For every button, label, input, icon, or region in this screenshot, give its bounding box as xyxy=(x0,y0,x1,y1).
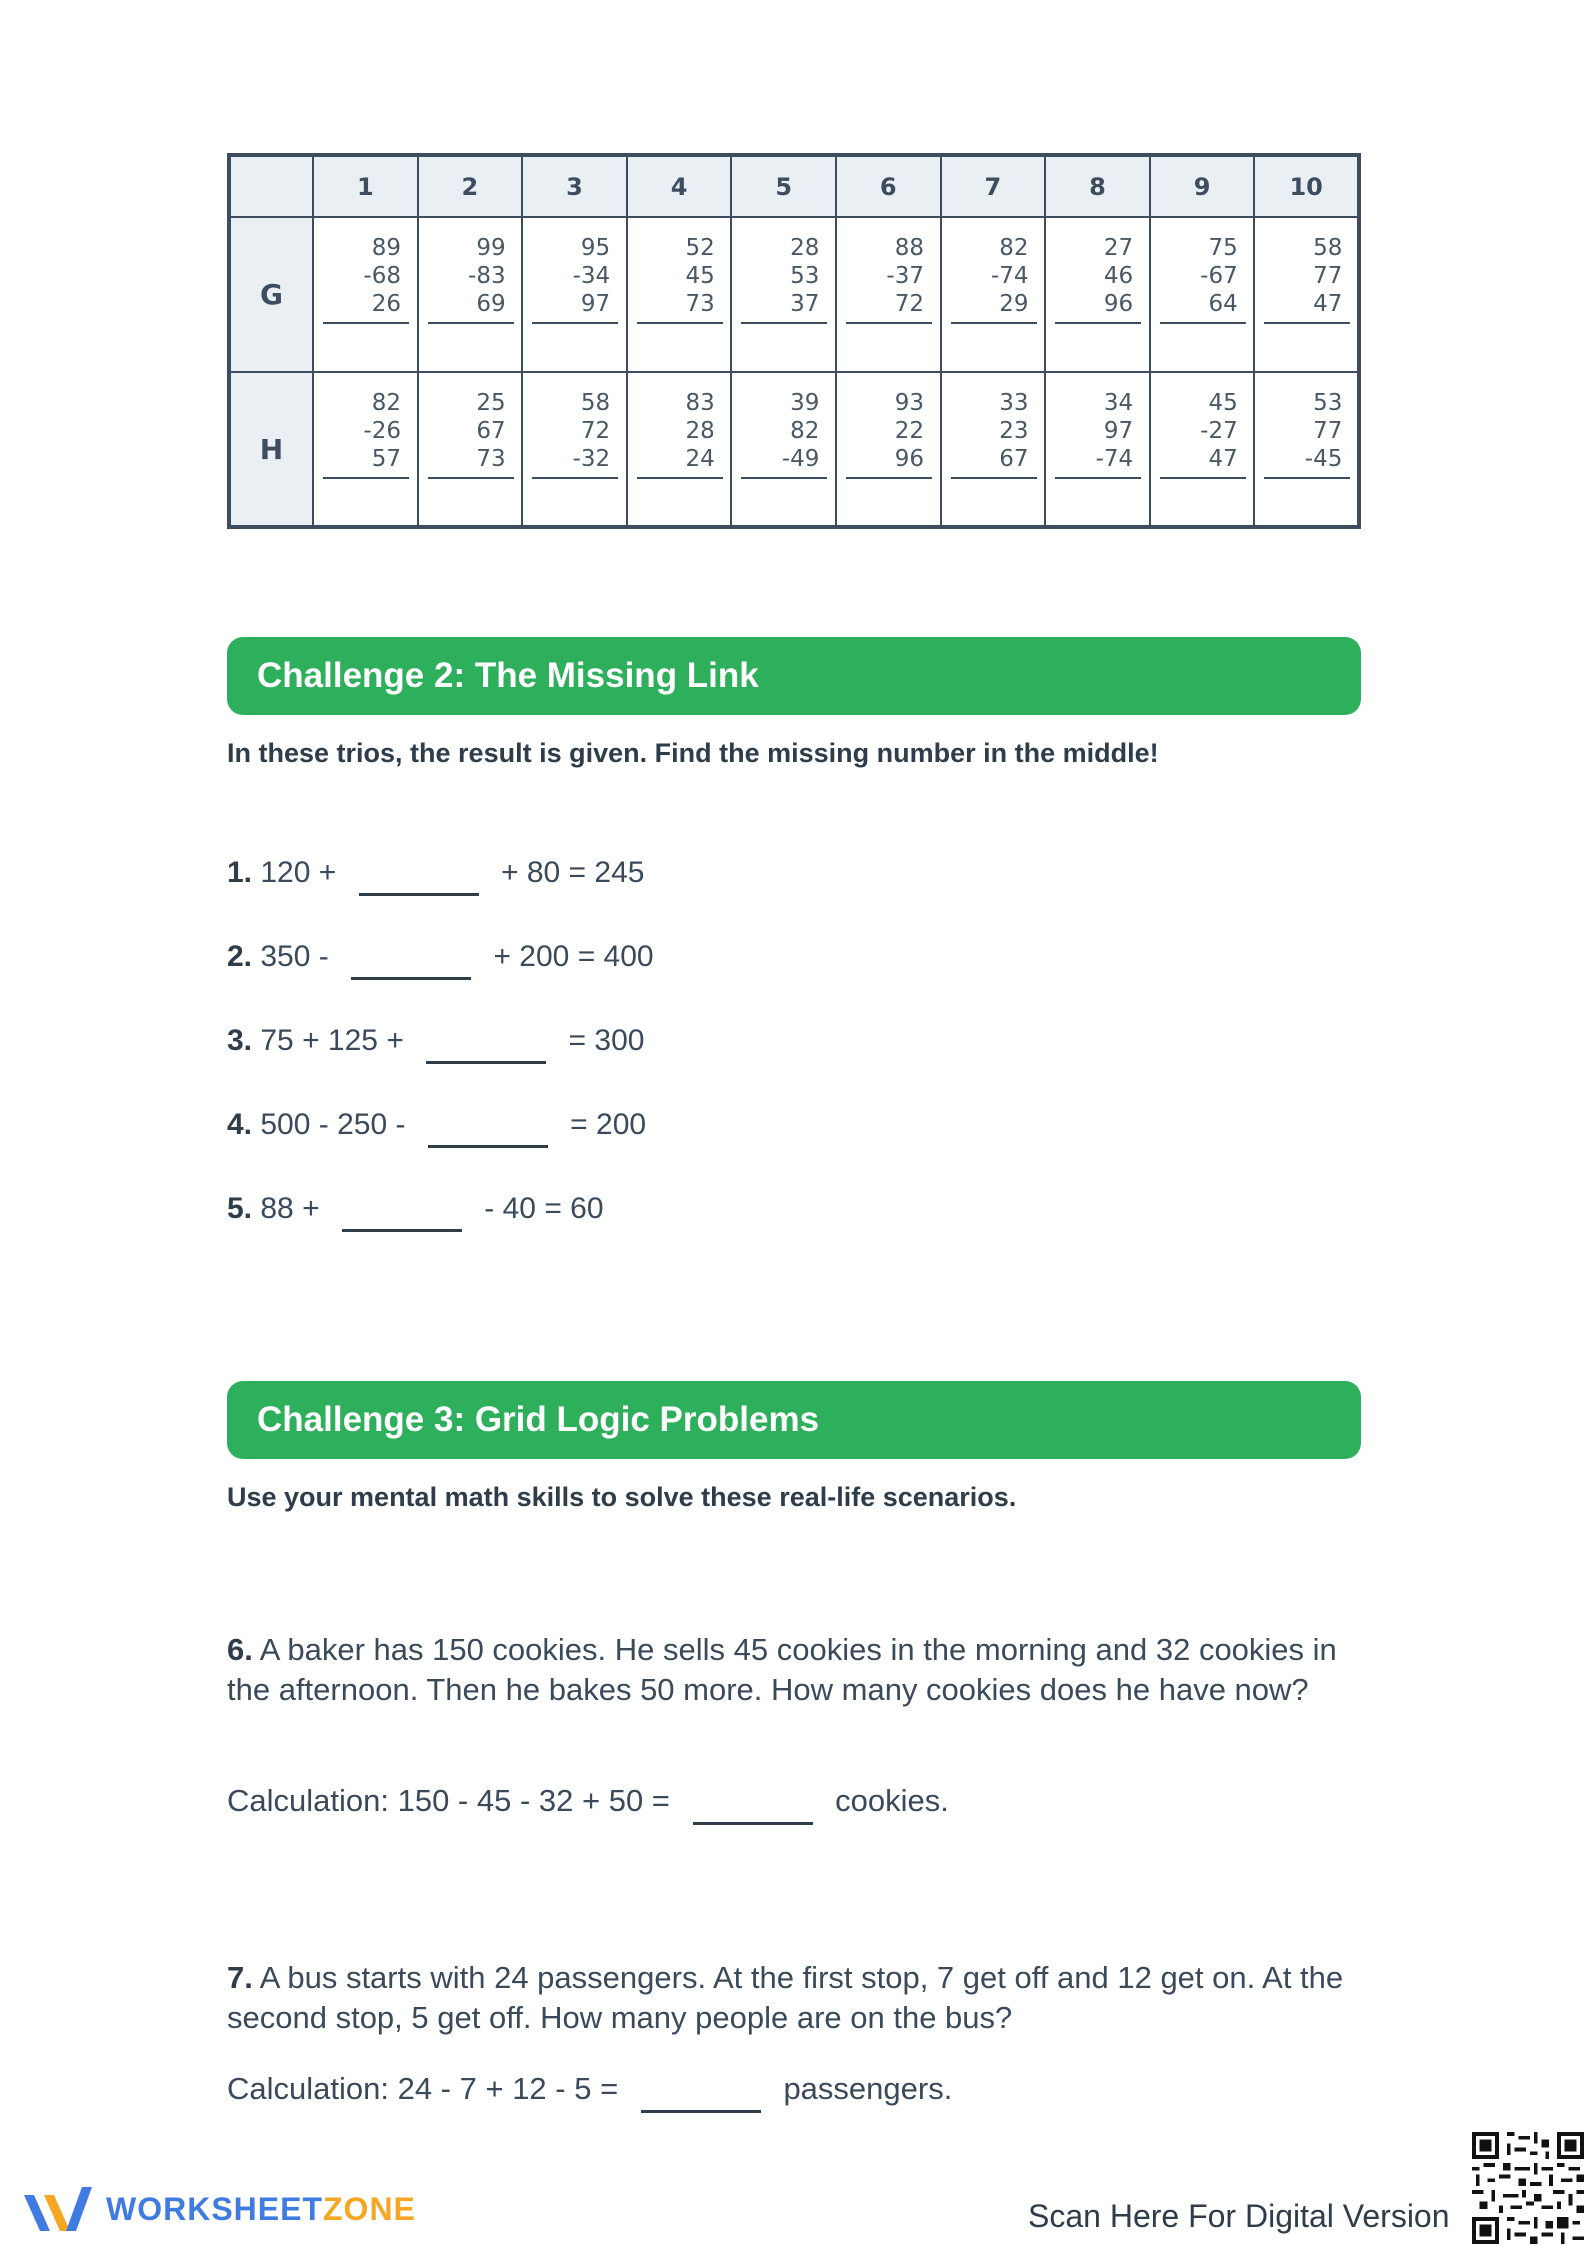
table-cell xyxy=(418,217,523,372)
answer-line[interactable] xyxy=(846,477,932,479)
challenge-2-header: Challenge 2: The Missing Link xyxy=(227,637,1361,715)
table-cell xyxy=(1045,217,1150,372)
answer-line[interactable] xyxy=(1160,477,1246,479)
problem-number: 1. xyxy=(227,856,253,889)
column-header: 9 xyxy=(1150,155,1255,217)
answer-line[interactable] xyxy=(1160,322,1246,324)
answer-line[interactable] xyxy=(741,477,827,479)
cell-number: -83 xyxy=(468,263,506,289)
table-cell xyxy=(1254,372,1359,527)
cell-numbers xyxy=(951,389,1037,473)
answer-blank[interactable] xyxy=(351,950,471,980)
cell-number: 67 xyxy=(476,418,506,444)
answer-blank[interactable] xyxy=(428,1118,548,1148)
problem-before: 88 + xyxy=(260,1192,320,1225)
table-cell xyxy=(1254,217,1359,372)
problem-before: 75 + 125 + xyxy=(260,1024,404,1057)
row-label: G xyxy=(229,217,313,372)
cell-numbers xyxy=(846,234,932,318)
problem-number: 5. xyxy=(227,1192,253,1225)
answer-line[interactable] xyxy=(1264,322,1350,324)
cell-numbers xyxy=(1055,234,1141,318)
table-row xyxy=(229,372,1359,527)
answer-line[interactable] xyxy=(1264,477,1350,479)
table-header-row xyxy=(229,155,1359,217)
column-header: 1 xyxy=(313,155,418,217)
cell-number: 72 xyxy=(894,291,924,317)
table-cell xyxy=(941,372,1046,527)
challenge-3-header: Challenge 3: Grid Logic Problems xyxy=(227,1381,1361,1459)
column-header: 3 xyxy=(522,155,627,217)
cell-numbers xyxy=(532,389,618,473)
cell-number: -27 xyxy=(1200,418,1238,444)
column-header: 10 xyxy=(1254,155,1359,217)
cell-number: 77 xyxy=(1313,418,1343,444)
answer-line[interactable] xyxy=(741,322,827,324)
cell-number: 45 xyxy=(1208,390,1238,416)
cell-numbers xyxy=(428,389,514,473)
answer-line[interactable] xyxy=(951,322,1037,324)
answer-line[interactable] xyxy=(637,477,723,479)
cell-number: 67 xyxy=(999,446,1029,472)
cell-number: 57 xyxy=(371,446,401,472)
cell-number: -32 xyxy=(572,446,611,472)
table-corner-cell xyxy=(229,155,313,217)
column-header: 4 xyxy=(627,155,732,217)
answer-blank[interactable] xyxy=(342,1202,462,1232)
answer-line[interactable] xyxy=(1055,322,1141,324)
cell-number: 47 xyxy=(1208,446,1238,472)
cell-number: -45 xyxy=(1304,446,1343,472)
table-cell xyxy=(1150,372,1255,527)
cell-numbers xyxy=(532,234,618,318)
cell-number: 93 xyxy=(894,390,924,416)
calculation-unit: passengers. xyxy=(783,2071,953,2106)
cell-number: 99 xyxy=(476,235,506,261)
answer-line[interactable] xyxy=(846,322,932,324)
problem-number: 4. xyxy=(227,1108,253,1141)
cell-number: 88 xyxy=(894,235,924,261)
problem-number: 6. xyxy=(227,1632,253,1667)
answer-blank[interactable] xyxy=(693,1795,813,1825)
column-header: 8 xyxy=(1045,155,1150,217)
qr-code-icon[interactable] xyxy=(1472,2132,1584,2244)
problem-number: 3. xyxy=(227,1024,253,1057)
table-cell xyxy=(313,372,418,527)
problem-before: 350 - xyxy=(260,940,329,973)
answer-line[interactable] xyxy=(637,322,723,324)
word-problem xyxy=(227,1630,1367,1710)
worksheetzone-logo[interactable] xyxy=(20,2180,416,2238)
cell-number: 97 xyxy=(1103,418,1134,444)
cell-number: 72 xyxy=(580,418,611,444)
table-cell xyxy=(313,217,418,372)
cell-numbers xyxy=(637,234,723,318)
cell-numbers xyxy=(1264,389,1350,473)
cell-number: 64 xyxy=(1208,291,1238,317)
cell-numbers xyxy=(1160,389,1246,473)
cell-number: 23 xyxy=(999,418,1029,444)
cell-numbers xyxy=(951,234,1037,318)
table-cell xyxy=(836,372,941,527)
logo-word-2: ZONE xyxy=(323,2190,416,2227)
addition-grid-table xyxy=(227,153,1361,529)
answer-blank[interactable] xyxy=(359,866,479,896)
column-header: 5 xyxy=(731,155,836,217)
cell-number: 25 xyxy=(476,390,506,416)
table-cell xyxy=(1150,217,1255,372)
cell-number: 33 xyxy=(999,390,1029,416)
challenge-2-intro: In these trios, the result is given. Find the missing number in the middle! xyxy=(227,738,1159,768)
cell-number: 82 xyxy=(999,235,1029,261)
cell-number: 53 xyxy=(790,263,820,289)
problem-after: + 80 = 245 xyxy=(500,856,645,889)
answer-blank[interactable] xyxy=(426,1034,546,1064)
cell-number: 53 xyxy=(1313,390,1343,416)
answer-line[interactable] xyxy=(428,322,514,324)
cell-number: 83 xyxy=(685,390,715,416)
problem-number: 7. xyxy=(227,1960,253,1995)
cell-number: 28 xyxy=(685,418,715,444)
cell-number: 37 xyxy=(790,291,820,317)
problem-before: 500 - 250 - xyxy=(260,1108,406,1141)
word-problem xyxy=(227,1958,1367,2038)
cell-numbers xyxy=(741,234,827,318)
answer-line[interactable] xyxy=(532,322,618,324)
cell-number: 73 xyxy=(685,291,715,317)
answer-blank[interactable] xyxy=(641,2083,761,2113)
cell-number: 73 xyxy=(476,446,506,472)
problem-after: - 40 = 60 xyxy=(484,1192,604,1225)
cell-number: 47 xyxy=(1313,291,1343,317)
cell-number: 96 xyxy=(1103,291,1134,317)
cell-number: 77 xyxy=(1313,263,1343,289)
missing-link-problem xyxy=(227,940,654,980)
table-row xyxy=(229,217,1359,372)
table-cell xyxy=(731,372,836,527)
cell-number: -49 xyxy=(781,446,820,472)
missing-link-problem xyxy=(227,1024,644,1064)
cell-numbers xyxy=(1055,389,1141,473)
column-header: 2 xyxy=(418,155,523,217)
cell-number: 52 xyxy=(685,235,715,261)
cell-number: 82 xyxy=(790,418,820,444)
cell-number: 95 xyxy=(580,235,611,261)
cell-number: -37 xyxy=(886,263,924,289)
problem-text: A baker has 150 cookies. He sells 45 cookies in the morning and 32 cookies in the afternoon. Then he bakes 50 more. How many cookies does he have now? xyxy=(227,1632,1337,1707)
problem-after: = 300 xyxy=(568,1024,645,1057)
cell-number: 46 xyxy=(1103,263,1134,289)
answer-line[interactable] xyxy=(532,477,618,479)
challenge-3-intro: Use your mental math skills to solve these real-life scenarios. xyxy=(227,1482,1017,1512)
cell-numbers xyxy=(1264,234,1350,318)
calculation-unit: cookies. xyxy=(835,1783,949,1818)
cell-numbers xyxy=(846,389,932,473)
cell-number: 97 xyxy=(580,291,611,317)
table-cell xyxy=(627,217,732,372)
table-cell xyxy=(731,217,836,372)
table-cell xyxy=(522,372,627,527)
cell-number: 58 xyxy=(580,390,611,416)
table-cell xyxy=(1045,372,1150,527)
answer-line[interactable] xyxy=(428,477,514,479)
cell-number: 22 xyxy=(894,418,924,444)
cell-numbers xyxy=(741,389,827,473)
answer-line[interactable] xyxy=(1055,477,1141,479)
cell-number: 26 xyxy=(371,291,401,317)
answer-line[interactable] xyxy=(323,322,409,324)
cell-number: -74 xyxy=(1095,446,1134,472)
missing-link-problem xyxy=(227,856,644,896)
cell-numbers xyxy=(428,234,514,318)
cell-numbers xyxy=(1160,234,1246,318)
table-cell xyxy=(627,372,732,527)
calculation-line xyxy=(227,2071,952,2113)
cell-number: 45 xyxy=(685,263,715,289)
logo-word-1: WORKSHEET xyxy=(106,2190,323,2227)
cell-number: 82 xyxy=(371,390,401,416)
cell-number: 28 xyxy=(790,235,820,261)
cell-number: -34 xyxy=(572,263,611,289)
table-cell xyxy=(941,217,1046,372)
cell-number: 58 xyxy=(1313,235,1343,261)
cell-number: 89 xyxy=(371,235,401,261)
cell-number: -68 xyxy=(363,263,401,289)
cell-number: 96 xyxy=(894,446,924,472)
answer-line[interactable] xyxy=(951,477,1037,479)
cell-numbers xyxy=(637,389,723,473)
calculation-line xyxy=(227,1783,949,1825)
problem-text: A bus starts with 24 passengers. At the first stop, 7 get off and 12 get on. At the second stop, 5 get off. How many people are on the bus? xyxy=(227,1960,1344,2035)
cell-number: 75 xyxy=(1208,235,1238,261)
cell-numbers xyxy=(323,389,409,473)
column-header: 7 xyxy=(941,155,1046,217)
logo-wordmark xyxy=(106,2191,416,2228)
cell-number: -74 xyxy=(990,263,1029,289)
problem-after: = 200 xyxy=(570,1108,647,1141)
worksheetzone-logo-icon xyxy=(20,2181,96,2237)
column-header: 6 xyxy=(836,155,941,217)
cell-number: 69 xyxy=(476,291,506,317)
cell-number: -67 xyxy=(1200,263,1238,289)
problem-number: 2. xyxy=(227,940,253,973)
table-cell xyxy=(522,217,627,372)
table-cell xyxy=(836,217,941,372)
cell-numbers xyxy=(323,234,409,318)
scan-caption: Scan Here For Digital Version xyxy=(1028,2198,1450,2234)
table-cell xyxy=(418,372,523,527)
calculation-text: Calculation: 150 - 45 - 32 + 50 = xyxy=(227,1783,670,1818)
problem-before: 120 + xyxy=(260,856,337,889)
row-label: H xyxy=(229,372,313,527)
calculation-text: Calculation: 24 - 7 + 12 - 5 = xyxy=(227,2071,619,2106)
cell-number: 29 xyxy=(999,291,1029,317)
cell-number: -26 xyxy=(363,418,401,444)
cell-number: 39 xyxy=(790,390,820,416)
cell-number: 24 xyxy=(685,446,715,472)
cell-number: 27 xyxy=(1103,235,1134,261)
cell-number: 34 xyxy=(1103,390,1134,416)
answer-line[interactable] xyxy=(323,477,409,479)
problem-after: + 200 = 400 xyxy=(493,940,654,973)
missing-link-problem xyxy=(227,1192,604,1232)
missing-link-problem xyxy=(227,1108,646,1148)
